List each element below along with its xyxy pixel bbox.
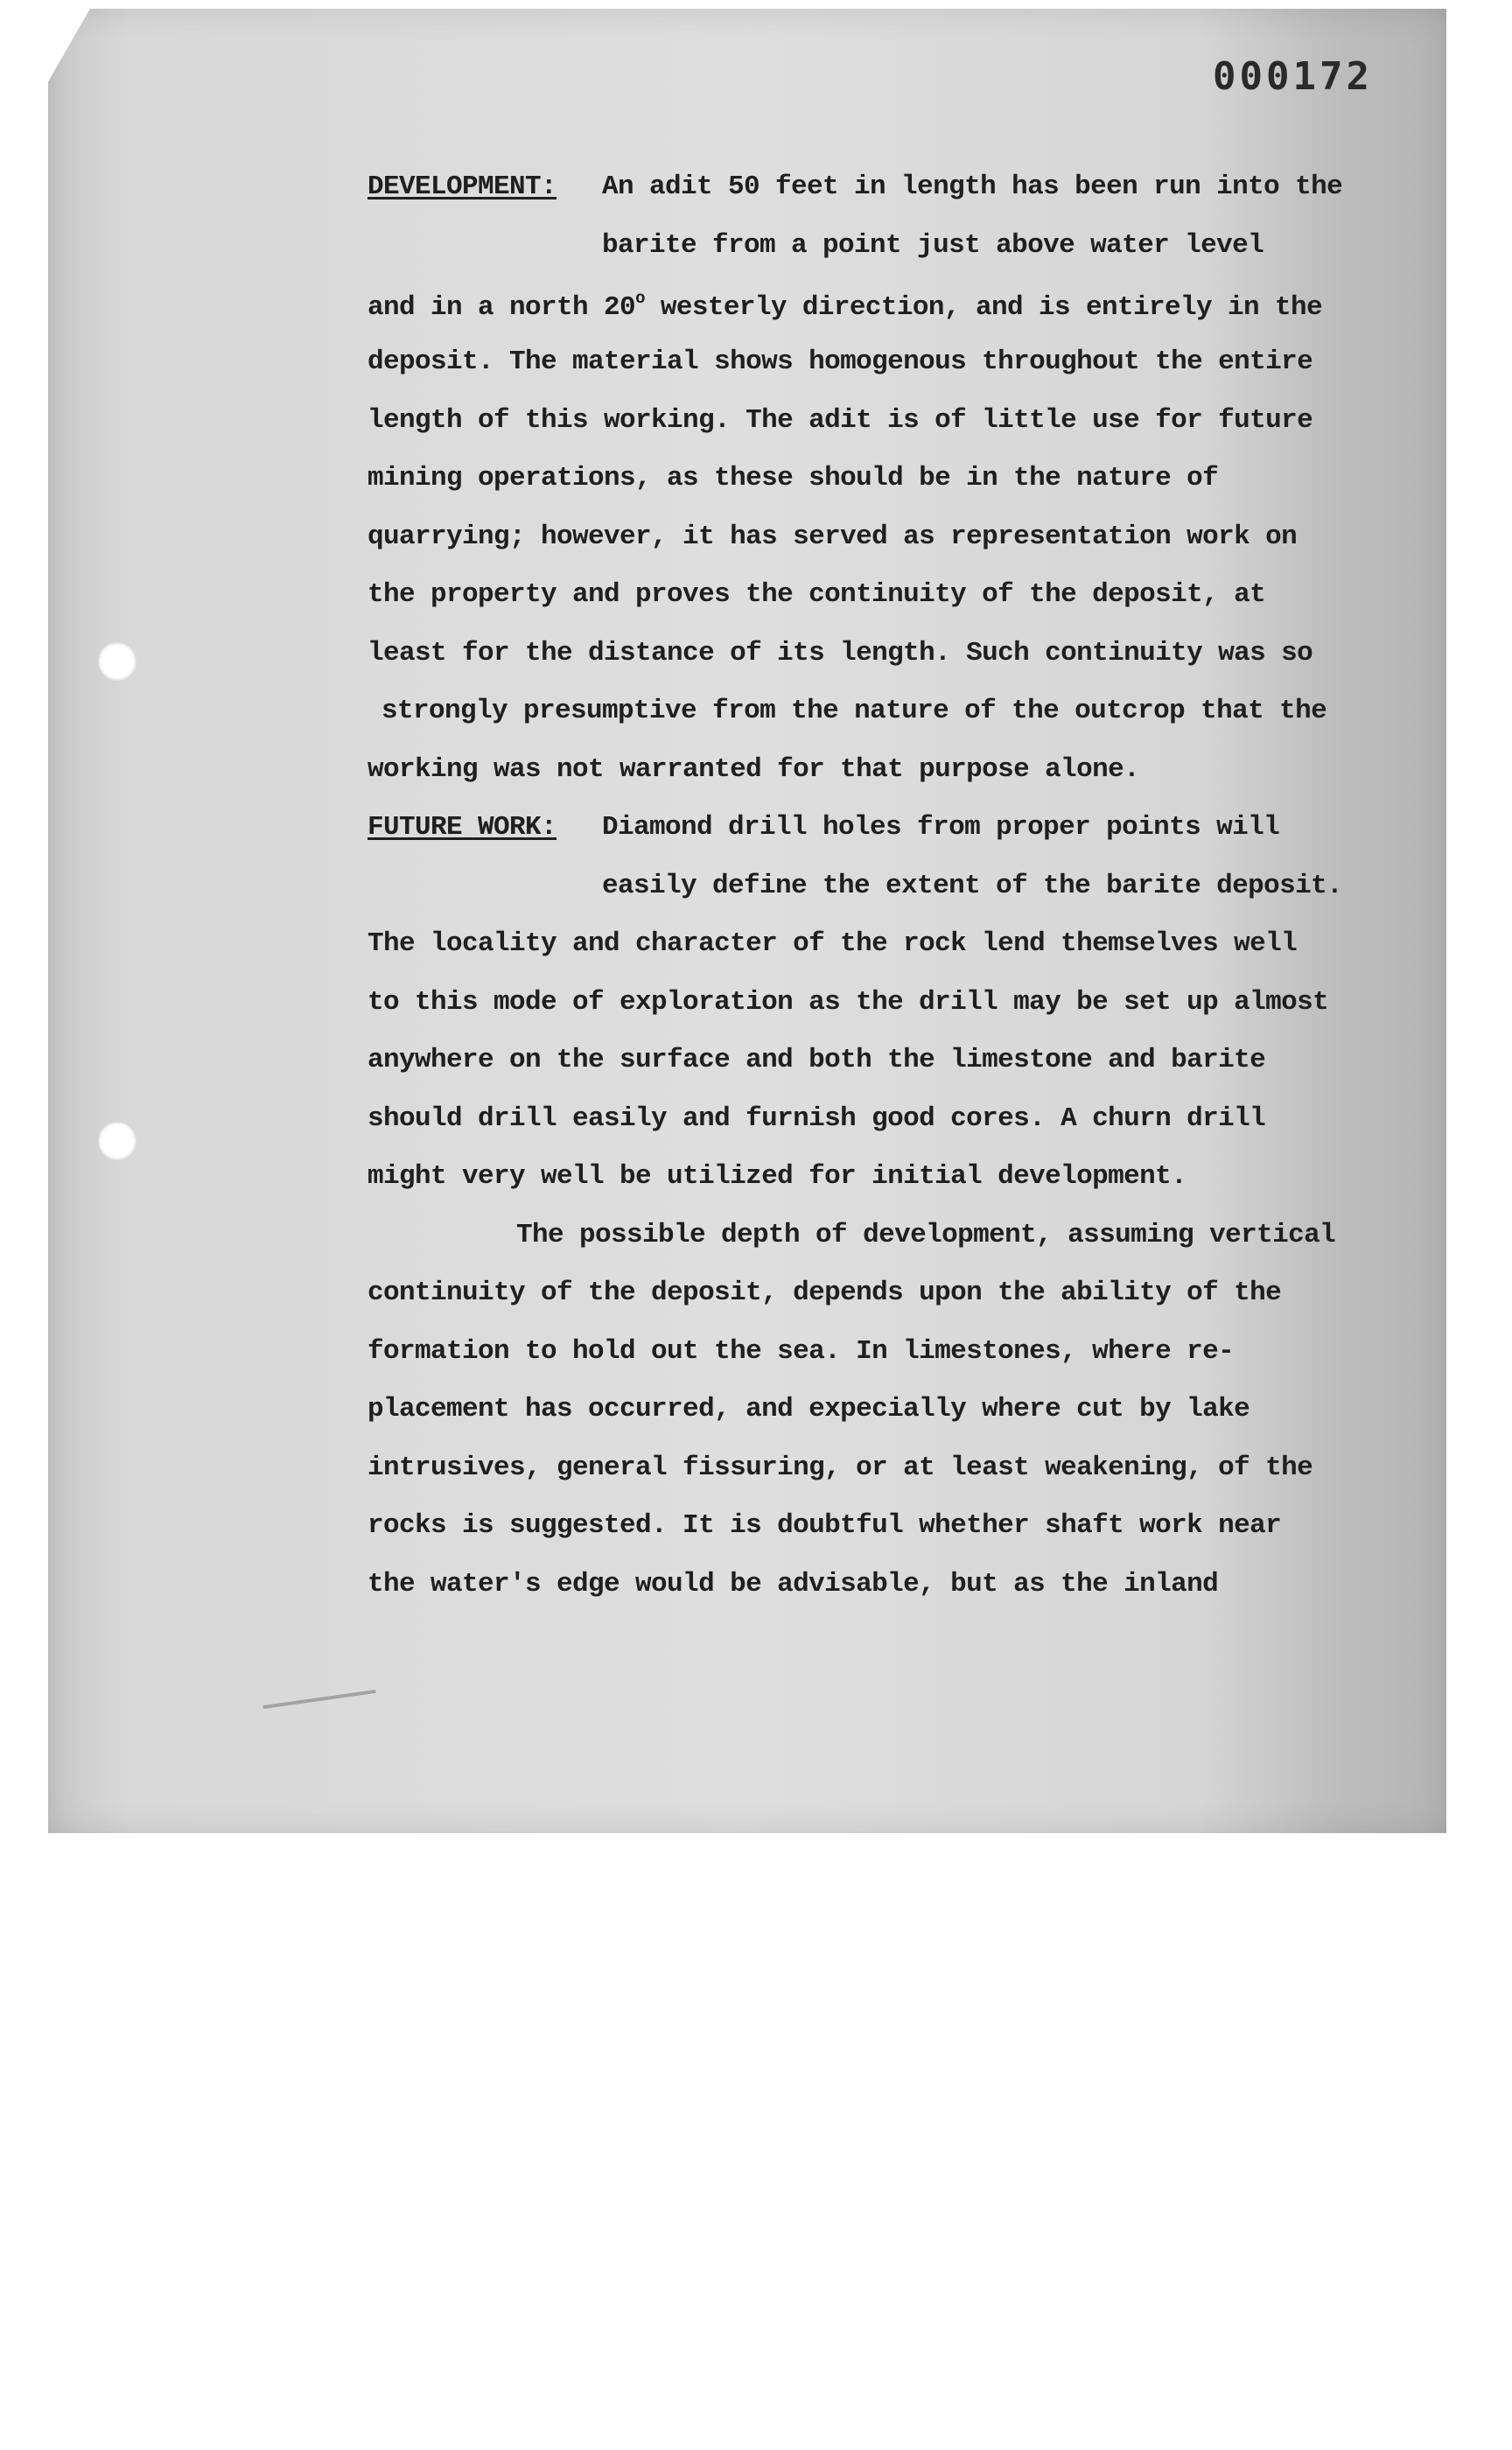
development-line-1: An adit 50 feet in length has been run into the (602, 172, 1343, 202)
future-work-line-7: might very well be utilized for initial development. (368, 1161, 1187, 1192)
future-work-line-2: easily define the extent of the barite deposit. (602, 871, 1343, 901)
page-number: 000172 (1213, 54, 1373, 99)
depth-paragraph-line-4: placement has occurred, and expecially where cut by lake (368, 1394, 1250, 1424)
development-line-2: barite from a point just above water level (602, 230, 1264, 261)
binder-hole-upper (98, 642, 136, 681)
future-work-line-3: The locality and character of the rock lend themselves well (368, 928, 1298, 959)
future-work-heading: FUTURE WORK: (368, 812, 557, 843)
depth-paragraph-line-5: intrusives, general fissuring, or at least weakening, of the (368, 1452, 1313, 1483)
development-line-3: and in a north 20$^o$ westerly direction, and is entirely in the (368, 289, 1323, 323)
future-work-line-6: should drill easily and furnish good cores. A churn drill (368, 1103, 1266, 1134)
development-line-5: length of this working. The adit is of little use for future (368, 405, 1313, 436)
development-line-7: quarrying; however, it has served as representation work on (368, 522, 1298, 552)
future-work-line-5: anywhere on the surface and both the limestone and barite (368, 1045, 1266, 1075)
development-heading: DEVELOPMENT: (368, 172, 557, 202)
depth-paragraph-line-7: the water's edge would be advisable, but as the inland (368, 1569, 1219, 1600)
future-work-line-4: to this mode of exploration as the drill may be set up almost (368, 987, 1329, 1018)
development-line-8: the property and proves the continuity of the deposit, at (368, 579, 1266, 610)
depth-paragraph-line-2: continuity of the deposit, depends upon the ability of the (368, 1278, 1282, 1308)
depth-paragraph-line-3: formation to hold out the sea. In limestones, where re- (368, 1336, 1235, 1367)
development-line-6: mining operations, as these should be in the nature of (368, 463, 1219, 494)
depth-paragraph-line-6: rocks is suggested. It is doubtful whether shaft work near (368, 1510, 1282, 1541)
binder-hole-lower (98, 1122, 136, 1160)
paper-sheet (48, 9, 1446, 1833)
development-line-4: deposit. The material shows homogenous throughout the entire (368, 346, 1313, 377)
development-line-10: strongly presumptive from the nature of the outcrop that the (382, 696, 1327, 726)
future-work-line-1: Diamond drill holes from proper points will (602, 812, 1280, 843)
development-line-9: least for the distance of its length. Such continuity was so (368, 638, 1313, 668)
depth-paragraph-line-1: The possible depth of development, assuming vertical (516, 1220, 1336, 1250)
development-line-11: working was not warranted for that purpose alone. (368, 754, 1140, 785)
